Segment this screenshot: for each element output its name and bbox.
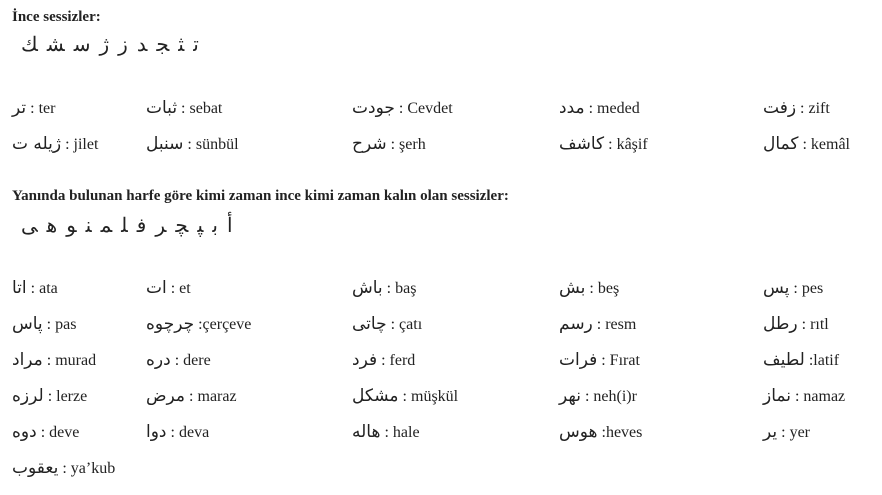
transliteration: : sebat <box>181 100 223 117</box>
word-entry <box>146 309 251 340</box>
letter: و <box>66 213 77 237</box>
transliteration: :heves <box>601 424 643 441</box>
ottoman-word: اتا <box>12 278 27 298</box>
transliteration: :çerçeve <box>198 316 252 333</box>
ottoman-word: فرات <box>559 350 598 370</box>
word-entry <box>763 273 823 304</box>
transliteration: : baş <box>386 280 417 297</box>
section2-title: Yanında bulunan harfe göre kimi zaman ince kimi zaman kalın olan sessizler: <box>12 188 509 204</box>
ottoman-word: يعقوب <box>12 458 59 478</box>
ottoman-word: مشكل <box>352 386 399 406</box>
word-entry <box>763 417 810 448</box>
transliteration: : deve <box>40 424 80 441</box>
word-row <box>0 453 882 483</box>
ottoman-word: زفت <box>763 98 797 118</box>
ottoman-word: نهر <box>559 386 581 406</box>
ottoman-word: كاشف <box>559 134 605 154</box>
transliteration: : deva <box>170 424 210 441</box>
transliteration: : et <box>170 280 191 297</box>
letter: ل <box>121 213 128 237</box>
ottoman-word: لطيف <box>763 350 805 370</box>
letter: ش <box>46 32 65 56</box>
transliteration: : ata <box>30 280 58 297</box>
transliteration: : namaz <box>794 388 846 405</box>
ottoman-word: جودت <box>352 98 395 118</box>
ottoman-word: باش <box>352 278 383 298</box>
word-entry <box>559 273 619 304</box>
ottoman-word: مراد <box>12 350 43 370</box>
ottoman-word: مرض <box>146 386 186 406</box>
word-entry <box>146 273 191 304</box>
word-entry <box>146 381 237 412</box>
transliteration: : dere <box>174 352 211 369</box>
transliteration: : sünbül <box>187 136 239 153</box>
word-row <box>0 381 882 411</box>
letter: ى <box>21 213 38 237</box>
transliteration: : zift <box>800 100 830 117</box>
transliteration: : lerze <box>47 388 88 405</box>
ottoman-word: چرچوه <box>146 314 195 334</box>
letter: س <box>73 32 91 56</box>
transliteration: : jilet <box>65 136 99 153</box>
ottoman-word: بش <box>559 278 586 298</box>
transliteration: : ferd <box>381 352 416 369</box>
letter: ف <box>136 213 147 237</box>
ottoman-word: رسم <box>559 314 593 334</box>
word-entry <box>146 417 209 448</box>
transliteration: : meded <box>588 100 640 117</box>
word-entry <box>763 129 850 160</box>
word-entry <box>559 417 642 448</box>
letter: م <box>100 213 113 237</box>
word-entry <box>146 93 222 124</box>
letter: د <box>136 32 148 56</box>
transliteration: : müşkül <box>402 388 459 405</box>
ottoman-word: لرزه <box>12 386 44 406</box>
transliteration: : Fırat <box>601 352 640 369</box>
transliteration: : Cevdet <box>398 100 453 117</box>
letter: ز <box>118 32 128 56</box>
word-entry <box>146 345 211 376</box>
ottoman-word: رطل <box>763 314 798 334</box>
section1-letters <box>12 32 199 56</box>
ottoman-word: هوس <box>559 422 598 442</box>
word-entry <box>763 345 839 376</box>
transliteration: : hale <box>384 424 420 441</box>
word-entry <box>352 345 415 376</box>
transliteration: : maraz <box>189 388 237 405</box>
letter: ر <box>155 213 167 237</box>
transliteration: :latif <box>808 352 840 369</box>
letter: ت <box>193 32 199 56</box>
ottoman-word: شرح <box>352 134 387 154</box>
transliteration: : neh(i)r <box>584 388 637 405</box>
word-entry <box>352 273 416 304</box>
word-entry <box>559 381 637 412</box>
word-entry <box>763 309 829 340</box>
word-entry <box>12 453 115 484</box>
transliteration: : ter <box>30 100 56 117</box>
word-entry <box>763 93 830 124</box>
transliteration: : pes <box>793 280 824 297</box>
letter: ژ <box>99 32 110 56</box>
word-entry <box>559 129 648 160</box>
ottoman-word: هاله <box>352 422 381 442</box>
word-row <box>0 93 882 123</box>
ottoman-word: ژيله ت <box>12 134 62 154</box>
transliteration: : beş <box>589 280 620 297</box>
word-entry <box>352 417 420 448</box>
letter: چ <box>175 213 189 237</box>
word-entry <box>352 381 458 412</box>
ottoman-word: تر <box>12 98 27 118</box>
ottoman-word: كمال <box>763 134 799 154</box>
transliteration: : kâşif <box>608 136 648 153</box>
word-entry <box>559 93 640 124</box>
transliteration: : şerh <box>390 136 426 153</box>
word-entry <box>12 417 79 448</box>
section2-letters <box>12 213 233 237</box>
word-entry <box>12 345 96 376</box>
word-entry <box>12 93 55 124</box>
word-entry <box>559 345 640 376</box>
letter: پ <box>197 213 204 237</box>
ottoman-word: ير <box>763 422 778 442</box>
word-row <box>0 273 882 303</box>
letter: ه <box>46 213 58 237</box>
ottoman-word: دوه <box>12 422 37 442</box>
word-entry <box>352 309 422 340</box>
ottoman-word: پس <box>763 278 790 298</box>
ottoman-word: پاس <box>12 314 43 334</box>
letter: ب <box>212 213 218 237</box>
word-entry <box>12 309 76 340</box>
word-entry <box>146 129 239 160</box>
transliteration: : murad <box>46 352 97 369</box>
word-entry <box>352 129 426 160</box>
ottoman-word: ثبات <box>146 98 178 118</box>
transliteration: : kemâl <box>802 136 850 153</box>
ottoman-word: فرد <box>352 350 378 370</box>
letter: ج <box>156 32 170 56</box>
word-row <box>0 309 882 339</box>
transliteration: : ya’kub <box>62 460 116 477</box>
ottoman-word: نماز <box>763 386 791 406</box>
word-entry <box>12 381 87 412</box>
word-entry <box>12 129 98 160</box>
word-entry <box>559 309 636 340</box>
ottoman-word: سنبل <box>146 134 184 154</box>
section1-title: İnce sessizler: <box>12 9 101 25</box>
word-row <box>0 345 882 375</box>
transliteration: : pas <box>46 316 77 333</box>
word-entry <box>12 273 58 304</box>
ottoman-word: چاتى <box>352 314 387 334</box>
transliteration: : resm <box>596 316 637 333</box>
ottoman-word: مدد <box>559 98 585 118</box>
word-entry <box>763 381 845 412</box>
transliteration: : çatı <box>390 316 423 333</box>
letter: ن <box>85 213 92 237</box>
word-entry <box>352 93 453 124</box>
ottoman-word: دره <box>146 350 171 370</box>
ottoman-word: دوا <box>146 422 167 442</box>
ottoman-word: ات <box>146 278 167 298</box>
word-row <box>0 417 882 447</box>
word-row <box>0 129 882 159</box>
letter: ث <box>178 32 185 56</box>
letter: أ <box>226 213 233 237</box>
transliteration: : rıtl <box>801 316 829 333</box>
transliteration: : yer <box>781 424 810 441</box>
letter: ك <box>21 32 38 56</box>
